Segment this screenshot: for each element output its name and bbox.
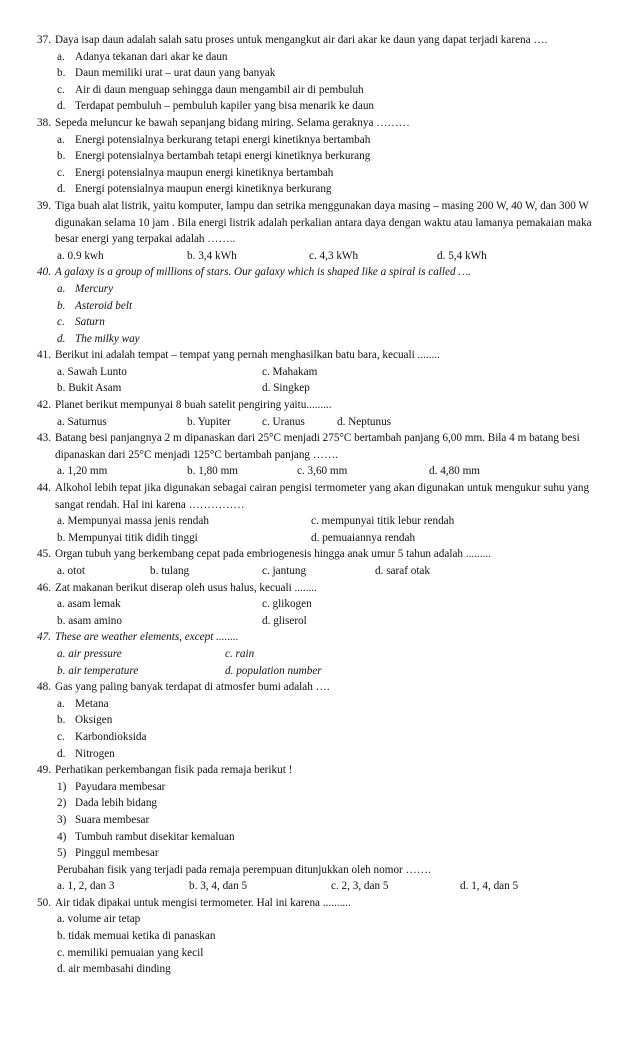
question-number: 49. xyxy=(37,764,51,777)
question-number: 50. xyxy=(37,896,51,909)
option-b: b. tulang xyxy=(150,565,190,577)
option-text: Saturn xyxy=(75,316,105,329)
question-text: Berikut ini adalah tempat – tempat yang pernah menghasilkan batu bara, kecuali ........ xyxy=(55,349,440,362)
option-c xyxy=(0,82,638,99)
question-text: Gas yang paling banyak terdapat di atmosfer bumi adalah …. xyxy=(55,681,330,694)
option-a: a. asam lemak xyxy=(57,598,121,611)
item-label: 3) xyxy=(57,813,67,826)
option-label: a. xyxy=(57,133,65,146)
option-d: d. air membasahi dinding xyxy=(57,963,171,976)
option-text: Karbondioksida xyxy=(75,730,147,743)
option-text: The milky way xyxy=(75,332,140,345)
option-label: b. xyxy=(57,714,66,727)
question-37 xyxy=(0,32,638,49)
question-40 xyxy=(0,264,638,281)
question-44 xyxy=(0,480,638,513)
question-text: Organ tubuh yang berkembang cepat pada embriogenesis hingga anak umur 5 tahun adalah ......... xyxy=(55,548,491,561)
question-text: Planet berikut mempunyai 8 buah satelit pengiring yaitu......... xyxy=(55,399,332,412)
option-text: Energi potensialnya maupun energi kinetiknya bertambah xyxy=(75,166,334,179)
question-number: 43. xyxy=(37,432,51,445)
options-row xyxy=(0,513,638,530)
option-label: c. xyxy=(57,730,65,743)
list-item xyxy=(0,845,638,862)
question-number: 45. xyxy=(37,548,51,561)
option-a: a. 1,20 mm xyxy=(57,465,108,478)
options-row xyxy=(0,663,638,680)
item-label: 2) xyxy=(57,797,67,810)
option-text: Asteroid belt xyxy=(75,299,133,312)
question-45 xyxy=(0,546,638,563)
option-d: d. 5,4 kWh xyxy=(437,249,487,262)
question-number: 47. xyxy=(37,631,51,644)
option-label: d. xyxy=(57,183,66,196)
option-d: d. 1, 4, dan 5 xyxy=(460,880,519,893)
question-number: 39. xyxy=(37,199,51,212)
option-b: b. 1,80 mm xyxy=(187,465,238,478)
question-text: Tiga buah alat listrik, yaitu komputer, lampu dan setrika menggunakan daya masing – masing 200 W, 40 W, dan 300 W digunakan selama 10 jam . Bila energi listrik adalah perkalian antara daya dengan waktu atau lamanya pemakaian maka besar energi yang terpakai adalah …….. xyxy=(55,199,592,246)
option-c: c. jantung xyxy=(262,565,307,577)
question-number: 42. xyxy=(37,399,51,412)
option-b: b. 3, 4, dan 5 xyxy=(189,880,248,893)
question-text: Air tidak dipakai untuk mengisi termometer. Hal ini karena .......... xyxy=(55,896,351,909)
question-number: 48. xyxy=(37,681,51,694)
option-text: Daun memiliki urat – urat daun yang banyak xyxy=(75,67,276,80)
option-d: d. Singkep xyxy=(262,382,310,395)
list-item xyxy=(0,779,638,796)
option-text: Energi potensialnya berkurang tetapi energi kinetiknya bertambah xyxy=(75,133,371,146)
option-label: d. xyxy=(57,747,66,760)
option-label: a. xyxy=(57,50,65,63)
option-d: d. Neptunus xyxy=(337,415,392,428)
option-label: b. xyxy=(57,150,66,163)
question-text: Batang besi panjangnya 2 m dipanaskan dari 25°C menjadi 275°C bertambah panjang 6,00 mm. Bila 4 m batang besi dipanaskan dari 25°C menjadi 125°C bertambah panjang ……. xyxy=(55,432,580,461)
option-d: d. population number xyxy=(225,664,322,677)
option-a xyxy=(0,281,638,298)
option-label: a. xyxy=(57,697,65,710)
option-a: a. 0.9 kwh xyxy=(57,249,104,262)
item-label: 4) xyxy=(57,830,67,843)
option-a: a. Saturnus xyxy=(57,415,107,428)
option-b: b. air temperature xyxy=(57,664,139,677)
option-c: c. 4,3 kWh xyxy=(309,249,359,262)
option-c: c. memiliki pemuaian yang kecil xyxy=(57,946,204,959)
list-item xyxy=(0,829,638,846)
option-c: c. mempunyai titik lebur rendah xyxy=(311,515,455,528)
options-row xyxy=(0,530,638,547)
options-row xyxy=(0,646,638,663)
question-text: These are weather elements, except ........ xyxy=(55,631,239,644)
item-text: Suara membesar xyxy=(75,813,150,826)
option-c: c. 2, 3, dan 5 xyxy=(331,880,389,893)
question-followup: Perubahan fisik yang terjadi pada remaja perempuan ditunjukkan oleh nomor ……. xyxy=(57,863,431,876)
option-text: Oksigen xyxy=(75,714,113,727)
item-label: 1) xyxy=(57,780,67,793)
list-item xyxy=(0,795,638,812)
option-c xyxy=(0,729,638,746)
options-row xyxy=(0,380,638,397)
options-row xyxy=(0,563,638,580)
option-text: Energi potensialnya maupun energi kinetiknya berkurang xyxy=(75,183,332,196)
options-row xyxy=(0,463,638,480)
question-number: 40. xyxy=(37,266,51,279)
option-label: b. xyxy=(57,299,66,312)
option-b: b. 3,4 kWh xyxy=(187,249,237,262)
question-49 xyxy=(0,762,638,779)
option-c xyxy=(0,314,638,331)
option-b: b. Mempunyai titik didih tinggi xyxy=(57,531,198,544)
option-text: Adanya tekanan dari akar ke daun xyxy=(75,50,228,63)
question-text: A galaxy is a group of millions of stars. Our galaxy which is shaped like a spiral is called …. xyxy=(55,266,472,279)
options-row xyxy=(0,248,638,265)
question-text: Zat makanan berikut diserap oleh usus halus, kecuali ........ xyxy=(55,581,317,594)
question-number: 37. xyxy=(37,34,51,46)
question-46 xyxy=(0,580,638,597)
option-text: Air di daun menguap sehingga daun mengambil air di pembuluh xyxy=(75,83,364,96)
question-39 xyxy=(0,198,638,248)
option-d: d. 4,80 mm xyxy=(429,465,480,478)
question-38 xyxy=(0,115,638,132)
option-label: c. xyxy=(57,83,65,96)
question-number: 44. xyxy=(37,482,51,495)
option-d: d. pemuaiannya rendah xyxy=(311,531,416,544)
option-d xyxy=(0,98,638,115)
option-d xyxy=(0,181,638,198)
option-text: Energi potensialnya bertambah tetapi energi kinetiknya berkurang xyxy=(75,150,371,163)
question-text: Alkohol lebih tepat jika digunakan sebagai cairan pengisi termometer yang akan digunakan untuk mengukur suhu yang sangat rendah. Hal ini karena …………… xyxy=(55,482,590,511)
question-number: 41. xyxy=(37,349,51,362)
options-row xyxy=(0,613,638,630)
option-text: Mercury xyxy=(75,282,114,295)
question-41 xyxy=(0,347,638,364)
option-label: d. xyxy=(57,100,66,113)
question-number: 38. xyxy=(37,116,51,129)
options-row xyxy=(0,364,638,381)
option-c: c. Uranus xyxy=(262,415,305,428)
option-a: a. volume air tetap xyxy=(57,913,141,926)
option-c: c. 3,60 mm xyxy=(297,465,348,478)
option-a: a. air pressure xyxy=(57,647,122,660)
option-b xyxy=(0,712,638,729)
options-row xyxy=(0,414,638,431)
option-a: a. Mempunyai massa jenis rendah xyxy=(57,515,209,528)
question-48 xyxy=(0,679,638,696)
exam-page xyxy=(0,32,638,978)
option-text: Terdapat pembuluh – pembuluh kapiler yang bisa menarik ke daun xyxy=(75,100,375,113)
option-text: Metana xyxy=(75,697,109,710)
item-text: Payudara membesar xyxy=(75,780,166,793)
option-d xyxy=(0,746,638,763)
option-label: c. xyxy=(57,166,65,179)
item-text: Dada lebih bidang xyxy=(75,797,158,810)
option-label: d. xyxy=(57,332,66,345)
question-text: Sepeda meluncur ke bawah sepanjang bidang miring. Selama geraknya ……… xyxy=(55,116,410,129)
option-b: b. Bukit Asam xyxy=(57,382,122,395)
list-item xyxy=(0,812,638,829)
option-label: c. xyxy=(57,316,65,329)
item-text: Tumbuh rambut disekitar kemaluan xyxy=(75,830,235,843)
options-row xyxy=(0,596,638,613)
option-c: c. glikogen xyxy=(262,598,312,611)
option-c: c. Mahakam xyxy=(262,365,318,378)
option-a xyxy=(0,696,638,713)
option-c xyxy=(0,165,638,182)
option-a xyxy=(0,132,638,149)
item-label: 5) xyxy=(57,847,67,860)
option-c: c. rain xyxy=(225,647,255,660)
option-d: d. gliserol xyxy=(262,614,307,627)
option-a: a. otot xyxy=(57,565,85,577)
option-a: a. 1, 2, dan 3 xyxy=(57,880,115,893)
option-b xyxy=(0,65,638,82)
item-text: Pinggul membesar xyxy=(75,847,159,860)
options-row xyxy=(0,878,638,895)
option-d: d. saraf otak xyxy=(375,565,430,577)
option-label: b. xyxy=(57,67,66,80)
question-47 xyxy=(0,629,638,646)
question-42 xyxy=(0,397,638,414)
option-label: a. xyxy=(57,282,66,295)
option-b xyxy=(0,148,638,165)
option-text: Nitrogen xyxy=(75,747,115,760)
question-50 xyxy=(0,895,638,912)
question-text: Daya isap daun adalah salah satu proses untuk mengangkut air dari akar ke daun yang dapat terjadi karena …. xyxy=(55,34,548,46)
option-d xyxy=(0,331,638,348)
option-a xyxy=(0,49,638,66)
option-b: b. Yupiter xyxy=(187,415,231,428)
option-b xyxy=(0,298,638,315)
question-text: Perhatikan perkembangan fisik pada remaja berikut ! xyxy=(55,764,293,777)
question-number: 46. xyxy=(37,581,51,594)
option-b: b. asam amino xyxy=(57,614,122,627)
question-43 xyxy=(0,430,638,463)
option-a: a. Sawah Lunto xyxy=(57,365,127,378)
option-b: b. tidak memuai ketika di panaskan xyxy=(57,930,216,943)
